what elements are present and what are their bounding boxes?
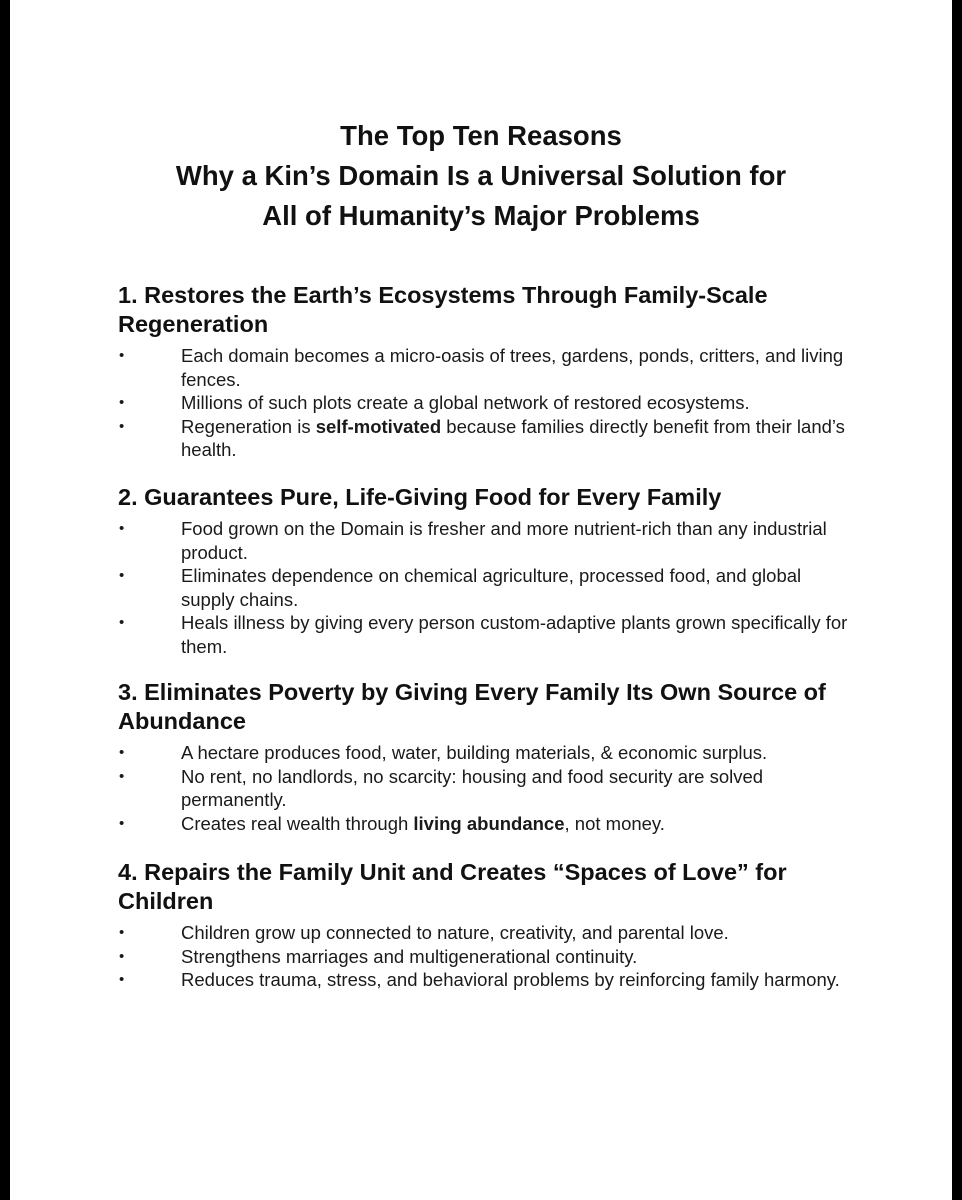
bullet-icon: • xyxy=(119,520,125,537)
item-text: Each domain becomes a micro-oasis of trees, gardens, ponds, critters, and living fences. xyxy=(181,345,844,390)
item-text: Heals illness by giving every person custom-adaptive plants grown specifically for them. xyxy=(181,612,848,657)
document-title xyxy=(10,116,952,236)
list-item xyxy=(118,391,848,415)
bullet-list xyxy=(118,344,848,462)
title-line-3: All of Humanity’s Major Problems xyxy=(262,200,700,231)
item-text: Creates real wealth through xyxy=(181,812,414,834)
section-2 xyxy=(118,483,848,658)
item-text: Regeneration is xyxy=(181,415,316,437)
section-1 xyxy=(118,281,848,462)
bullet-icon: • xyxy=(119,947,125,965)
bullet-icon: • xyxy=(119,814,125,832)
bullet-icon: • xyxy=(119,614,125,631)
item-text: Reduces trauma, stress, and behavioral problems by reinforcing family harmony. xyxy=(181,969,840,990)
bullet-list xyxy=(118,921,848,992)
list-item xyxy=(118,741,848,765)
list-item xyxy=(118,945,848,969)
list-item xyxy=(118,968,848,992)
item-text-after: because families directly benefit from their land’s health. xyxy=(181,415,845,460)
item-text-after: , not money. xyxy=(564,812,665,834)
title-line-1: The Top Ten Reasons xyxy=(340,120,622,151)
bullet-icon: • xyxy=(119,417,125,435)
list-item xyxy=(118,765,848,812)
item-bold-text: living abundance xyxy=(413,812,565,834)
item-text: Food grown on the Domain is fresher and more nutrient-rich than any industrial product. xyxy=(181,518,827,563)
document-page xyxy=(10,0,952,1200)
item-text: Eliminates dependence on chemical agriculture, processed food, and global supply chains. xyxy=(181,565,802,610)
item-text: Children grow up connected to nature, creativity, and parental love. xyxy=(181,922,729,943)
list-item xyxy=(118,564,848,611)
section-heading: 4. Repairs the Family Unit and Creates “Spaces of Love” for Children xyxy=(118,859,787,914)
list-item xyxy=(118,344,848,391)
bullet-list xyxy=(118,741,848,835)
list-item xyxy=(118,921,848,945)
title-line-2: Why a Kin’s Domain Is a Universal Solution for xyxy=(175,160,787,191)
bullet-icon: • xyxy=(119,744,125,761)
bullet-icon: • xyxy=(119,567,125,584)
section-3 xyxy=(118,678,848,835)
list-item xyxy=(118,611,848,658)
item-text: Strengthens marriages and multigenerational continuity. xyxy=(181,945,638,967)
item-text: Millions of such plots create a global network of restored ecosystems. xyxy=(181,392,750,413)
section-heading: 2. Guarantees Pure, Life-Giving Food for Every Family xyxy=(118,484,722,510)
bullet-list xyxy=(118,517,848,658)
section-4 xyxy=(118,858,848,992)
item-bold-text: self-motivated xyxy=(315,415,442,437)
bullet-icon: • xyxy=(119,924,125,941)
section-heading: 3. Eliminates Poverty by Giving Every Family Its Own Source of Abundance xyxy=(118,679,826,734)
bullet-icon: • xyxy=(119,767,125,785)
list-item xyxy=(118,517,848,564)
list-item xyxy=(118,812,848,836)
bullet-icon: • xyxy=(119,347,125,364)
bullet-icon: • xyxy=(119,394,125,411)
list-item xyxy=(118,415,848,462)
bullet-icon: • xyxy=(119,971,125,988)
item-text: A hectare produces food, water, building materials, & economic surplus. xyxy=(181,742,768,763)
section-heading: 1. Restores the Earth’s Ecosystems Through Family-Scale Regeneration xyxy=(118,282,768,337)
item-text: No rent, no landlords, no scarcity: housing and food security are solved permanently. xyxy=(181,765,764,810)
